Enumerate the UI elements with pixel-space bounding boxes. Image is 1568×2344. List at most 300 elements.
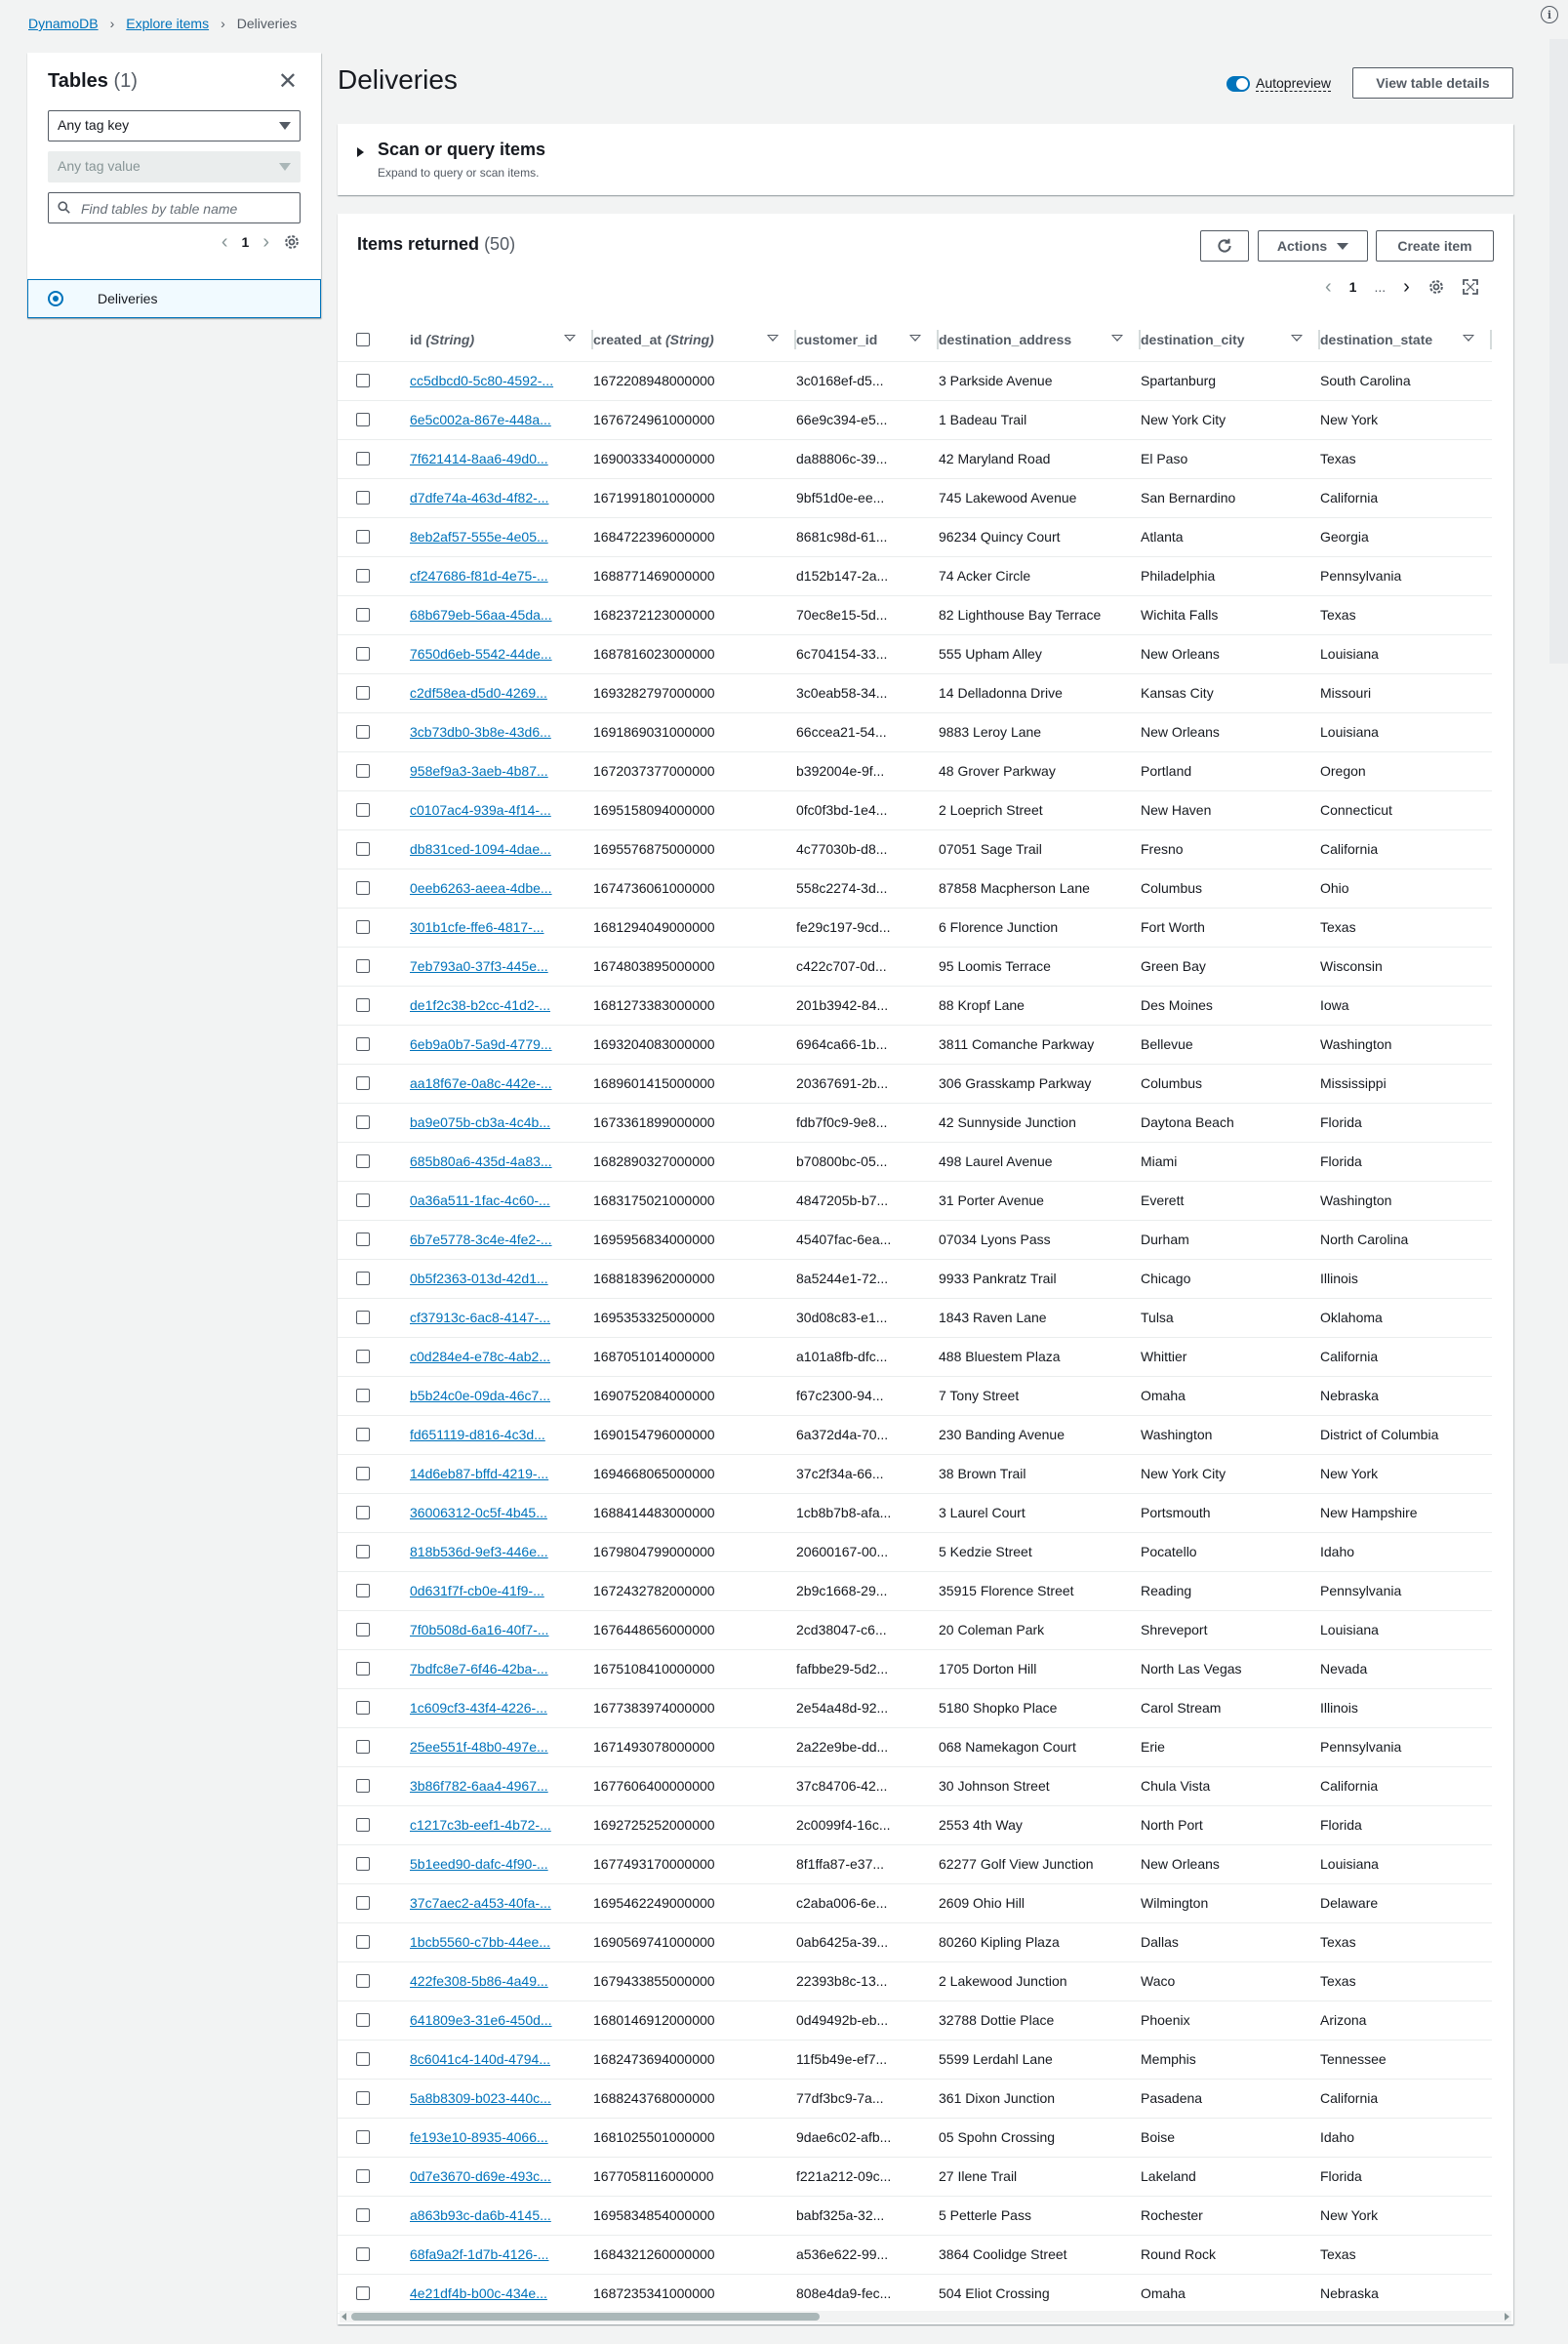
table-row[interactable] <box>338 1220 1492 1259</box>
table-row[interactable] <box>338 1415 1492 1454</box>
table-row[interactable] <box>338 2196 1492 2235</box>
table-row[interactable] <box>338 986 1492 1025</box>
column-header-id[interactable]: id (String) <box>410 318 593 361</box>
table-row[interactable] <box>338 1493 1492 1532</box>
table-row[interactable] <box>338 1376 1492 1415</box>
cell-destination-city: Pasadena <box>1141 2079 1320 2118</box>
row-checkbox[interactable] <box>356 1233 370 1246</box>
row-checkbox[interactable] <box>356 2130 370 2144</box>
table-row[interactable] <box>338 2235 1492 2274</box>
table-row[interactable] <box>338 790 1492 829</box>
row-checkbox[interactable] <box>356 608 370 622</box>
cell-customer-id: 8a5244e1-72... <box>796 1259 939 1298</box>
tag-value-placeholder: Any tag value <box>58 158 141 174</box>
row-checkbox[interactable] <box>356 1779 370 1793</box>
table-row[interactable] <box>338 1688 1492 1727</box>
row-checkbox[interactable] <box>356 1818 370 1832</box>
cell-created-at: 1695353325000000 <box>593 1298 796 1337</box>
row-checkbox[interactable] <box>356 686 370 700</box>
table-row[interactable] <box>338 556 1492 595</box>
cell-created-at: 1679804799000000 <box>593 1532 796 1571</box>
item-id-link[interactable]: 37c7aec2-a453-40fa-... <box>410 1895 551 1911</box>
item-id-link[interactable]: cc5dbcd0-5c80-4592-... <box>410 373 554 388</box>
cell-id <box>410 1337 593 1376</box>
item-id-link[interactable]: c0d284e4-e78c-4ab2... <box>410 1349 550 1364</box>
row-checkbox[interactable] <box>356 920 370 934</box>
table-row[interactable] <box>338 361 1492 400</box>
sort-icon[interactable] <box>767 335 779 342</box>
table-row[interactable] <box>338 1805 1492 1844</box>
column-header-destination-address[interactable]: destination_address <box>939 318 1141 361</box>
row-checkbox[interactable] <box>356 1545 370 1558</box>
radio-selected[interactable] <box>48 291 63 306</box>
row-checkbox[interactable] <box>356 2091 370 2105</box>
cell-destination-city: New Orleans <box>1141 712 1320 751</box>
cell-id <box>410 1493 593 1532</box>
cell-destination-city: Rochester <box>1141 2196 1320 2235</box>
table-row[interactable] <box>338 1142 1492 1181</box>
table-row[interactable] <box>338 2157 1492 2196</box>
table-row[interactable] <box>338 1298 1492 1337</box>
row-checkbox[interactable] <box>356 1154 370 1168</box>
sort-icon[interactable] <box>1463 335 1474 342</box>
table-row[interactable] <box>338 1922 1492 1961</box>
items-page-number[interactable]: 1 <box>1348 279 1357 295</box>
chevron-right-icon[interactable]: › <box>1403 276 1410 298</box>
cell-customer-id: 20600167-00... <box>796 1532 939 1571</box>
info-icon[interactable]: i <box>1541 6 1558 23</box>
cell-created-at: 1692725252000000 <box>593 1805 796 1844</box>
item-id-link[interactable]: 68fa9a2f-1d7b-4126-... <box>410 2246 549 2262</box>
item-id-link[interactable]: fe193e10-8935-4066... <box>410 2129 548 2145</box>
scan-title[interactable]: Scan or query items <box>378 140 546 159</box>
item-id-link[interactable]: 5a8b8309-b023-440c... <box>410 2090 551 2106</box>
table-row[interactable] <box>338 478 1492 517</box>
chevron-left-icon[interactable]: ‹ <box>221 231 228 253</box>
cell-destination-city: Green Bay <box>1141 947 1320 986</box>
cell-destination-address: 2 Lakewood Junction <box>939 1961 1141 2000</box>
item-id-link[interactable]: 6b7e5778-3c4e-4fe2-... <box>410 1232 552 1247</box>
item-id-link[interactable]: aa18f67e-0a8c-442e-... <box>410 1075 552 1091</box>
cell-destination-state: Texas <box>1320 595 1492 634</box>
close-icon[interactable]: ✕ <box>277 68 298 95</box>
table-row[interactable] <box>338 1454 1492 1493</box>
row-checkbox[interactable] <box>356 1623 370 1637</box>
item-id-link[interactable]: 68b679eb-56aa-45da... <box>410 607 552 623</box>
sort-icon[interactable] <box>564 335 576 342</box>
column-header-destination-state[interactable]: destination_state <box>1320 318 1492 361</box>
cell-destination-state: California <box>1320 1337 1492 1376</box>
item-id-link[interactable]: 958ef9a3-3aeb-4b87... <box>410 763 548 779</box>
row-checkbox[interactable] <box>356 530 370 544</box>
item-id-link[interactable]: 7f0b508d-6a16-40f7-... <box>410 1622 549 1637</box>
item-id-link[interactable]: 8c6041c4-140d-4794... <box>410 2051 550 2067</box>
item-id-link[interactable]: c0107ac4-939a-4f14-... <box>410 802 551 818</box>
table-row[interactable] <box>338 1259 1492 1298</box>
cell-customer-id: 8f1ffa87-e37... <box>796 1844 939 1883</box>
cell-customer-id: 2a22e9be-dd... <box>796 1727 939 1766</box>
row-checkbox[interactable] <box>356 1467 370 1480</box>
cell-destination-city: Columbus <box>1141 869 1320 908</box>
table-row[interactable] <box>338 712 1492 751</box>
row-checkbox[interactable] <box>356 2286 370 2300</box>
cell-destination-address: 07034 Lyons Pass <box>939 1220 1141 1259</box>
item-id-link[interactable]: 3b86f782-6aa4-4967... <box>410 1778 548 1794</box>
row-checkbox[interactable] <box>356 1506 370 1519</box>
cell-destination-address: 42 Sunnyside Junction <box>939 1103 1141 1142</box>
cell-destination-state: Washington <box>1320 1025 1492 1064</box>
cell-created-at: 1693204083000000 <box>593 1025 796 1064</box>
expand-icon[interactable] <box>1463 279 1478 295</box>
table-item-deliveries[interactable] <box>27 279 321 318</box>
cell-id <box>410 2235 593 2274</box>
cell-destination-address: 38 Brown Trail <box>939 1454 1141 1493</box>
row-checkbox[interactable] <box>356 881 370 895</box>
chevron-right-icon: › <box>221 16 225 31</box>
table-header-row <box>338 318 1492 361</box>
find-tables-field[interactable] <box>48 192 301 223</box>
table-row[interactable] <box>338 2040 1492 2079</box>
cell-id <box>410 751 593 790</box>
scrollbar-thumb[interactable] <box>351 2313 820 2321</box>
cell-destination-address: 62277 Golf View Junction <box>939 1844 1141 1883</box>
cell-id <box>410 400 593 439</box>
cell-created-at: 1687235341000000 <box>593 2274 796 2313</box>
item-id-link[interactable]: 14d6eb87-bffd-4219-... <box>410 1466 549 1481</box>
chevron-right-icon[interactable]: › <box>262 231 269 253</box>
cell-destination-address: 31 Porter Avenue <box>939 1181 1141 1220</box>
view-table-details-button[interactable]: View table details <box>1352 67 1513 99</box>
table-row[interactable] <box>338 1844 1492 1883</box>
item-id-link[interactable]: db831ced-1094-4dae... <box>410 841 551 857</box>
cell-id <box>410 1064 593 1103</box>
cell-customer-id: 66e9c394-e5... <box>796 400 939 439</box>
table-row[interactable] <box>338 1961 1492 2000</box>
cell-created-at: 1690154796000000 <box>593 1415 796 1454</box>
sort-icon[interactable] <box>1291 335 1303 342</box>
cell-id <box>410 1766 593 1805</box>
row-checkbox[interactable] <box>356 2247 370 2261</box>
row-checkbox[interactable] <box>356 1389 370 1402</box>
item-id-link[interactable]: fd651119-d816-4c3d... <box>410 1427 545 1442</box>
cell-id <box>410 517 593 556</box>
item-id-link[interactable]: 0b5f2363-013d-42d1... <box>410 1271 548 1286</box>
row-select-cell <box>338 1844 410 1883</box>
item-id-link[interactable]: c2df58ea-d5d0-4269... <box>410 685 547 701</box>
row-checkbox[interactable] <box>356 2052 370 2066</box>
table-row[interactable] <box>338 1727 1492 1766</box>
cell-destination-city: Tulsa <box>1141 1298 1320 1337</box>
row-checkbox[interactable] <box>356 1193 370 1207</box>
item-id-link[interactable]: b5b24c0e-09da-46c7... <box>410 1388 550 1403</box>
refresh-button[interactable] <box>1200 230 1249 262</box>
row-checkbox[interactable] <box>356 1974 370 1988</box>
breadcrumb-explore-items[interactable]: Explore items <box>126 16 210 31</box>
row-select-cell <box>338 1766 410 1805</box>
row-checkbox[interactable] <box>356 1311 370 1324</box>
item-id-link[interactable]: cf37913c-6ac8-4147-... <box>410 1310 550 1325</box>
cell-id <box>410 1805 593 1844</box>
cell-destination-address: 9933 Pankratz Trail <box>939 1259 1141 1298</box>
cell-destination-state: Florida <box>1320 1142 1492 1181</box>
cell-created-at: 1688183962000000 <box>593 1259 796 1298</box>
select-all-checkbox[interactable] <box>356 333 370 346</box>
item-id-link[interactable]: 7650d6eb-5542-44de... <box>410 646 552 662</box>
cell-destination-city: Washington <box>1141 1415 1320 1454</box>
chevron-left-icon[interactable]: ‹ <box>1325 276 1332 298</box>
cell-created-at: 1688771469000000 <box>593 556 796 595</box>
cell-customer-id: 2cd38047-c6... <box>796 1610 939 1649</box>
table-row[interactable] <box>338 400 1492 439</box>
cell-created-at: 1690033340000000 <box>593 439 796 478</box>
item-id-link[interactable]: 36006312-0c5f-4b45... <box>410 1505 547 1520</box>
item-id-link[interactable]: 685b80a6-435d-4a83... <box>410 1153 552 1169</box>
row-checkbox[interactable] <box>356 2169 370 2183</box>
item-id-link[interactable]: 25ee551f-48b0-497e... <box>410 1739 548 1755</box>
caret-down-icon <box>279 163 291 171</box>
cell-destination-state: Nebraska <box>1320 2274 1492 2313</box>
row-checkbox[interactable] <box>356 647 370 661</box>
row-select-cell <box>338 400 410 439</box>
row-select-cell <box>338 869 410 908</box>
row-select-cell <box>338 1805 410 1844</box>
cell-id <box>410 556 593 595</box>
row-checkbox[interactable] <box>356 413 370 426</box>
gear-icon[interactable] <box>1427 278 1445 296</box>
table-row[interactable] <box>338 908 1492 947</box>
table-row[interactable] <box>338 1766 1492 1805</box>
tables-panel-title: Tables (1) <box>48 70 138 92</box>
item-id-link[interactable]: 1c609cf3-43f4-4226-... <box>410 1700 547 1716</box>
cell-created-at: 1677058116000000 <box>593 2157 796 2196</box>
row-checkbox[interactable] <box>356 1115 370 1129</box>
row-checkbox[interactable] <box>356 842 370 856</box>
item-id-link[interactable]: ba9e075b-cb3a-4c4b... <box>410 1114 550 1130</box>
item-id-link[interactable]: 0eeb6263-aeea-4dbe... <box>410 880 552 896</box>
item-id-link[interactable]: 6eb9a0b7-5a9d-4779... <box>410 1036 552 1052</box>
table-row[interactable] <box>338 869 1492 908</box>
row-select-cell <box>338 712 410 751</box>
table-row[interactable] <box>338 1883 1492 1922</box>
cell-destination-city: Waco <box>1141 1961 1320 2000</box>
cell-destination-address: 42 Maryland Road <box>939 439 1141 478</box>
cell-destination-city: Atlanta <box>1141 517 1320 556</box>
table-row[interactable] <box>338 1064 1492 1103</box>
cell-destination-address: 498 Laurel Avenue <box>939 1142 1141 1181</box>
table-row[interactable] <box>338 634 1492 673</box>
gear-icon[interactable] <box>283 233 301 251</box>
row-checkbox[interactable] <box>356 725 370 739</box>
cell-id <box>410 1571 593 1610</box>
cell-destination-city: Des Moines <box>1141 986 1320 1025</box>
table-row[interactable] <box>338 595 1492 634</box>
cell-customer-id: fe29c197-9cd... <box>796 908 939 947</box>
cell-destination-address: 35915 Florence Street <box>939 1571 1141 1610</box>
column-header-customer-id[interactable]: customer_id <box>796 318 939 361</box>
autopreview-toggle[interactable] <box>1226 75 1331 92</box>
item-id-link[interactable]: 5b1eed90-dafc-4f90-... <box>410 1856 548 1872</box>
cell-created-at: 1689601415000000 <box>593 1064 796 1103</box>
actions-button[interactable] <box>1258 230 1368 262</box>
item-id-link[interactable]: 7bdfc8e7-6f46-42ba-... <box>410 1661 548 1677</box>
table-row[interactable] <box>338 2079 1492 2118</box>
row-checkbox[interactable] <box>356 569 370 583</box>
horizontal-scrollbar[interactable] <box>340 2311 1511 2323</box>
cell-created-at: 1694668065000000 <box>593 1454 796 1493</box>
cell-destination-state: Washington <box>1320 1181 1492 1220</box>
row-checkbox[interactable] <box>356 1896 370 1910</box>
table-row[interactable] <box>338 1181 1492 1220</box>
cell-destination-state: California <box>1320 1766 1492 1805</box>
cell-customer-id: 66ccea21-54... <box>796 712 939 751</box>
table-row[interactable] <box>338 517 1492 556</box>
row-select-cell <box>338 1415 410 1454</box>
row-checkbox[interactable] <box>356 1935 370 1949</box>
cell-destination-address: 1 Badeau Trail <box>939 400 1141 439</box>
cell-destination-city: New York City <box>1141 400 1320 439</box>
item-id-link[interactable]: 7eb793a0-37f3-445e... <box>410 958 548 974</box>
cell-id <box>410 1454 593 1493</box>
table-row[interactable] <box>338 1025 1492 1064</box>
cell-id <box>410 908 593 947</box>
item-id-link[interactable]: 301b1cfe-ffe6-4817-... <box>410 919 544 935</box>
item-id-link[interactable]: d7dfe74a-463d-4f82-... <box>410 490 549 505</box>
table-row[interactable] <box>338 2000 1492 2040</box>
table-row[interactable] <box>338 947 1492 986</box>
item-id-link[interactable]: 7f621414-8aa6-49d0... <box>410 451 548 466</box>
row-select-cell <box>338 751 410 790</box>
table-row[interactable] <box>338 2118 1492 2157</box>
item-id-link[interactable]: 0d631f7f-cb0e-41f9-... <box>410 1583 544 1598</box>
scan-query-section[interactable] <box>338 124 1513 195</box>
row-checkbox[interactable] <box>356 1037 370 1051</box>
item-id-link[interactable]: 0d7e3670-d69e-493c... <box>410 2168 551 2184</box>
cell-destination-address: 5599 Lerdahl Lane <box>939 2040 1141 2079</box>
toggle-switch[interactable] <box>1226 76 1250 92</box>
row-checkbox[interactable] <box>356 959 370 973</box>
table-row[interactable] <box>338 1337 1492 1376</box>
breadcrumb-dynamodb[interactable]: DynamoDB <box>28 16 99 31</box>
row-checkbox[interactable] <box>356 1428 370 1441</box>
cell-destination-city: Columbus <box>1141 1064 1320 1103</box>
item-id-link[interactable]: 818b536d-9ef3-446e... <box>410 1544 548 1559</box>
scroll-left-icon[interactable] <box>342 2313 346 2321</box>
vertical-scrollbar[interactable] <box>1549 39 1568 664</box>
column-header-destination-city[interactable]: destination_city <box>1141 318 1320 361</box>
item-id-link[interactable]: c1217c3b-eef1-4b72-... <box>410 1817 551 1833</box>
row-checkbox[interactable] <box>356 764 370 778</box>
table-row[interactable] <box>338 829 1492 869</box>
row-checkbox[interactable] <box>356 998 370 1012</box>
row-checkbox[interactable] <box>356 2013 370 2027</box>
item-id-link[interactable]: 641809e3-31e6-450d... <box>410 2012 552 2028</box>
item-id-link[interactable]: cf247686-f81d-4e75-... <box>410 568 548 584</box>
cell-customer-id: 0fc0f3bd-1e4... <box>796 790 939 829</box>
cell-destination-address: 95 Loomis Terrace <box>939 947 1141 986</box>
cell-created-at: 1671991801000000 <box>593 478 796 517</box>
item-id-link[interactable]: a863b93c-da6b-4145... <box>410 2207 551 2223</box>
cell-customer-id: 201b3942-84... <box>796 986 939 1025</box>
row-checkbox[interactable] <box>356 803 370 817</box>
cell-destination-state: Oklahoma <box>1320 1298 1492 1337</box>
cell-destination-address: 88 Kropf Lane <box>939 986 1141 1025</box>
cell-destination-state: Pennsylvania <box>1320 556 1492 595</box>
cell-id <box>410 1142 593 1181</box>
cell-destination-state: Florida <box>1320 2157 1492 2196</box>
cell-destination-address: 555 Upham Alley <box>939 634 1141 673</box>
cell-created-at: 1677606400000000 <box>593 1766 796 1805</box>
cell-created-at: 1681273383000000 <box>593 986 796 1025</box>
table-row[interactable] <box>338 439 1492 478</box>
scroll-right-icon[interactable] <box>1505 2313 1509 2321</box>
sort-icon[interactable] <box>1111 335 1123 342</box>
cell-destination-state: Texas <box>1320 908 1492 947</box>
row-checkbox[interactable] <box>356 1857 370 1871</box>
row-checkbox[interactable] <box>356 1701 370 1715</box>
row-checkbox[interactable] <box>356 1584 370 1597</box>
sort-icon[interactable] <box>909 335 921 342</box>
table-row[interactable] <box>338 1610 1492 1649</box>
cell-created-at: 1684722396000000 <box>593 517 796 556</box>
item-id-link[interactable]: 422fe308-5b86-4a49... <box>410 1973 548 1989</box>
cell-created-at: 1690752084000000 <box>593 1376 796 1415</box>
cell-destination-address: 306 Grasskamp Parkway <box>939 1064 1141 1103</box>
cell-destination-city: New Orleans <box>1141 634 1320 673</box>
row-checkbox[interactable] <box>356 2208 370 2222</box>
item-id-link[interactable]: 4e21df4b-b00c-434e... <box>410 2285 547 2301</box>
row-select-cell <box>338 1454 410 1493</box>
table-row[interactable] <box>338 1532 1492 1571</box>
cell-destination-address: 32788 Dottie Place <box>939 2000 1141 2040</box>
item-id-link[interactable]: 0a36a511-1fac-4c60-... <box>410 1192 550 1208</box>
table-row[interactable] <box>338 1571 1492 1610</box>
row-checkbox[interactable] <box>356 491 370 505</box>
row-checkbox[interactable] <box>356 374 370 387</box>
cell-created-at: 1695576875000000 <box>593 829 796 869</box>
row-checkbox[interactable] <box>356 1350 370 1363</box>
cell-id <box>410 1883 593 1922</box>
item-id-link[interactable]: 8eb2af57-555e-4e05... <box>410 529 548 545</box>
row-checkbox[interactable] <box>356 1740 370 1754</box>
cell-created-at: 1682473694000000 <box>593 2040 796 2079</box>
row-select-cell <box>338 986 410 1025</box>
row-checkbox[interactable] <box>356 1272 370 1285</box>
find-tables-input[interactable] <box>79 200 294 218</box>
table-row[interactable] <box>338 673 1492 712</box>
item-id-link[interactable]: 3cb73db0-3b8e-43d6... <box>410 724 551 740</box>
table-row[interactable] <box>338 1103 1492 1142</box>
item-id-link[interactable]: 6e5c002a-867e-448a... <box>410 412 551 427</box>
row-select-cell <box>338 478 410 517</box>
tables-page-number[interactable]: 1 <box>241 234 250 250</box>
row-select-cell <box>338 361 410 400</box>
cell-customer-id: f67c2300-94... <box>796 1376 939 1415</box>
table-row[interactable] <box>338 751 1492 790</box>
table-row[interactable] <box>338 2274 1492 2313</box>
create-item-button[interactable]: Create item <box>1376 230 1494 262</box>
row-checkbox[interactable] <box>356 1662 370 1676</box>
items-table <box>338 318 1492 2314</box>
column-header-created-at[interactable]: created_at (String) <box>593 318 796 361</box>
tag-key-select[interactable] <box>48 110 301 141</box>
table-row[interactable] <box>338 1649 1492 1688</box>
item-id-link[interactable]: 1bcb5560-c7bb-44ee... <box>410 1934 550 1950</box>
row-checkbox[interactable] <box>356 452 370 465</box>
item-id-link[interactable]: de1f2c38-b2cc-41d2-... <box>410 997 550 1013</box>
row-select-cell <box>338 790 410 829</box>
row-checkbox[interactable] <box>356 1076 370 1090</box>
row-select-cell <box>338 517 410 556</box>
